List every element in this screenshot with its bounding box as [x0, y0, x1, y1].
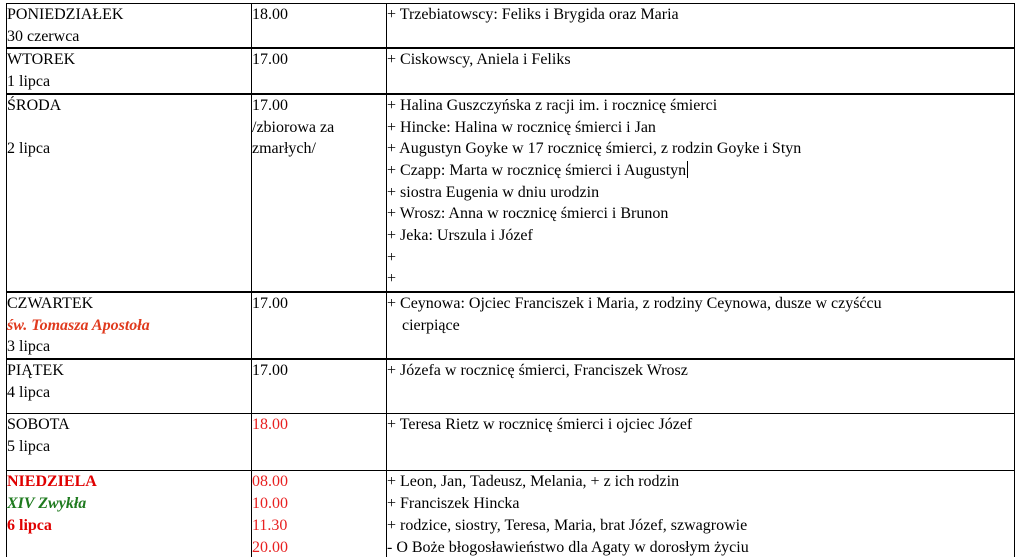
feast-name: św. Tomasza Apostoła — [7, 316, 150, 334]
day-name: CZWARTEK — [7, 294, 94, 312]
day-cell — [7, 4, 252, 49]
day-cell — [7, 359, 252, 414]
table-row — [7, 414, 1015, 471]
intention-text: + Czapp: Marta w rocznicę śmierci i Augustyn — [387, 161, 687, 179]
mass-time: 11.30 — [252, 516, 288, 534]
table-row — [7, 471, 1015, 557]
intention-continuation: cierpiące — [402, 316, 460, 334]
intention-cell — [387, 414, 1015, 471]
table-row — [7, 94, 1015, 292]
mass-time: 18.00 — [252, 416, 288, 434]
day-name: PONIEDZIAŁEK — [7, 6, 124, 23]
day-cell — [7, 471, 252, 557]
intention-line: + Leon, Jan, Tadeusz, Melania, + z ich rodzin — [387, 473, 680, 491]
intention-line: + Wrosz: Anna w rocznicę śmierci i Brunon — [387, 205, 669, 223]
day-name: PIĄTEK — [7, 361, 64, 379]
intention-cell — [387, 94, 1015, 292]
time-cell — [252, 292, 387, 359]
day-cell — [7, 414, 252, 471]
day-name: SOBOTA — [7, 416, 70, 434]
intention-line: + Jeka: Urszula i Józef — [387, 227, 533, 245]
intention-line: + Józefa w rocznicę śmierci, Franciszek Wrosz — [387, 361, 688, 379]
day-name: ŚRODA — [7, 96, 62, 114]
mass-intentions-table — [6, 3, 1015, 557]
time-cell — [252, 94, 387, 292]
intention-cell — [387, 292, 1015, 359]
intention-line: - O Boże błogosławieństwo dla Agaty w dorosłym życiu — [387, 538, 749, 556]
intention-line: + Augustyn Goyke w 17 rocznicę śmierci, z rodzin Goyke i Styn — [387, 140, 802, 158]
day-date: 1 lipca — [7, 73, 51, 91]
intention-line: + Hincke: Halina w rocznicę śmierci i Jan — [387, 118, 656, 136]
mass-time: 17.00 — [252, 96, 288, 114]
time-cell — [252, 48, 387, 93]
intention-line: + Ceynowa: Ojciec Franciszek i Maria, z rodziny Ceynowa, dusze w czyśćcu — [387, 294, 882, 312]
table-row — [7, 359, 1015, 414]
day-name: WTOREK — [7, 51, 76, 69]
table-row — [7, 48, 1015, 93]
day-date: 30 czerwca — [7, 27, 80, 45]
intention-cell — [387, 48, 1015, 93]
mass-time: 17.00 — [252, 294, 288, 312]
intention-line: + — [387, 270, 397, 288]
day-cell — [7, 292, 252, 359]
mass-time: 18.00 — [252, 6, 288, 23]
intention-line: + Trzebiatowscy: Feliks i Brygida oraz Maria — [387, 6, 679, 23]
mass-time: 10.00 — [252, 495, 288, 513]
intention-cell — [387, 359, 1015, 414]
day-date: 6 lipca — [7, 516, 52, 534]
day-cell — [7, 48, 252, 93]
intention-line: + Ciskowscy, Aniela i Feliks — [387, 51, 571, 69]
intention-line: + Teresa Rietz w rocznicę śmierci i ojciec Józef — [387, 416, 693, 434]
time-cell — [252, 359, 387, 414]
text-cursor — [687, 161, 688, 178]
intention-cell — [387, 4, 1015, 49]
time-cell — [252, 414, 387, 471]
mass-time: 17.00 — [252, 361, 288, 379]
time-cell — [252, 471, 387, 557]
day-date: 5 lipca — [7, 438, 51, 456]
table-row — [7, 4, 1015, 49]
mass-time: 08.00 — [252, 473, 288, 491]
day-date: 3 lipca — [7, 338, 51, 356]
time-cell — [252, 4, 387, 49]
mass-note: zmarłych/ — [252, 140, 316, 158]
intention-line: + Franciszek Hincka — [387, 495, 520, 513]
mass-time: 20.00 — [252, 538, 288, 556]
mass-note: /zbiorowa za — [252, 118, 335, 136]
intention-line: + — [387, 248, 397, 266]
intention-cell — [387, 471, 1015, 557]
day-cell — [7, 94, 252, 292]
table-row — [7, 292, 1015, 359]
intention-line: + siostra Eugenia w dniu urodzin — [387, 183, 600, 201]
day-date: 4 lipca — [7, 383, 51, 401]
feast-name: XIV Zwykła — [7, 495, 87, 513]
day-date: 2 lipca — [7, 140, 51, 158]
day-name: NIEDZIELA — [7, 473, 97, 491]
intention-line — [387, 160, 1014, 182]
mass-time: 17.00 — [252, 51, 288, 69]
intention-line: + Halina Guszczyńska z racji im. i rocznicę śmierci — [387, 96, 718, 114]
intention-line: + rodzice, siostry, Teresa, Maria, brat Józef, szwagrowie — [387, 516, 748, 534]
